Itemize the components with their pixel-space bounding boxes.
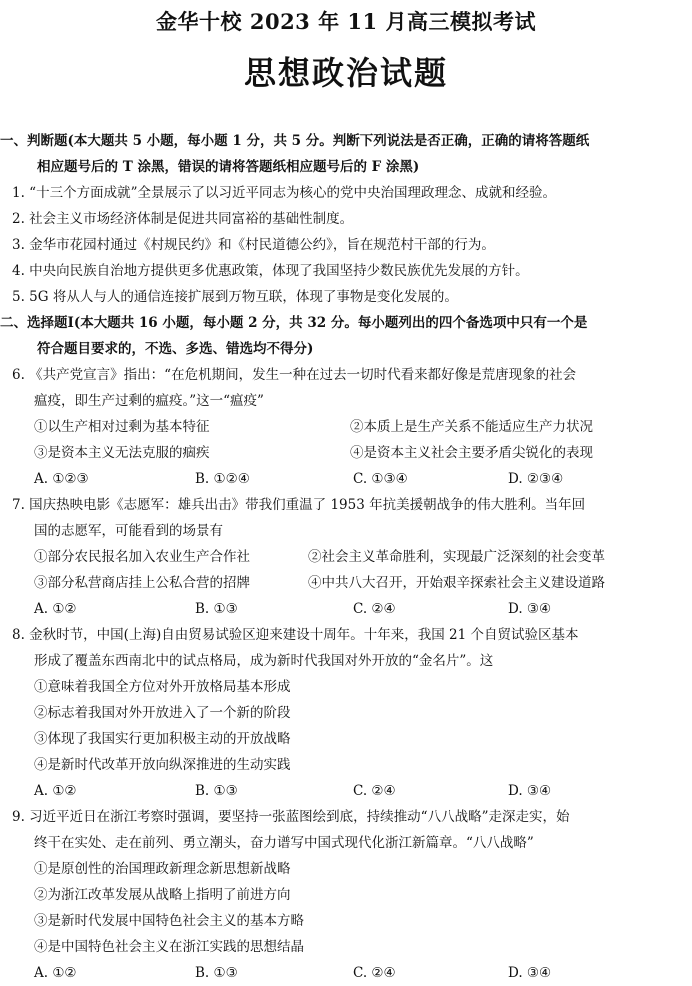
school-title: 金华十校 2023 年 11 月高三模拟考试 <box>156 9 536 34</box>
q8-statement-2: ②标志着我国对外开放进入了一个新的阶段 <box>34 705 291 721</box>
q6-option-c: C. ①③④ <box>353 471 408 487</box>
q8-option-d: D. ③④ <box>508 783 552 799</box>
section1-heading-cont: 相应题号后的 T 涂黑，错误的请将答题纸相应题号后的 F 涂黑) <box>37 159 420 175</box>
q8-statement-4: ④是新时代改革开放向纵深推进的生动实践 <box>34 757 291 773</box>
q9-statement-2: ②为浙江改革发展从战略上指明了前进方向 <box>34 887 291 903</box>
q7-options <box>0 596 692 622</box>
q7-statement-3: ③部分私营商店挂上公私合营的招牌 <box>34 575 250 591</box>
q6-statements-row1 <box>0 414 692 440</box>
section1-heading: 一、判断题(本大题共 5 小题，每小题 1 分，共 5 分。判断下列说法是否正确，正确的请将答题纸 <box>0 133 590 149</box>
q8-options <box>0 778 692 804</box>
q9-option-b: B. ①③ <box>195 965 238 981</box>
q6-option-a: A. ①②③ <box>34 471 89 487</box>
q7-stem-cont: 国的志愿军，可能看到的场景有 <box>34 523 223 539</box>
q9-stem-cont: 终干在实处、走在前列、勇立潮头，奋力谱写中国式现代化浙江新篇章。“八八战略” <box>34 835 534 851</box>
q6-option-b: B. ①②④ <box>195 471 250 487</box>
q8-option-b: B. ①③ <box>195 783 238 799</box>
q6-statement-2: ②本质上是生产关系不能适应生产力状况 <box>350 419 593 435</box>
q7-option-a: A. ①② <box>34 601 77 617</box>
q7-statements-row2 <box>0 570 692 596</box>
q7-statement-1: ①部分农民报名加入农业生产合作社 <box>34 549 250 565</box>
judge-item-4: 4. 中央向民族自治地方提供更多优惠政策，体现了我国坚持少数民族优先发展的方针。 <box>12 263 529 279</box>
judge-item-2: 2. 社会主义市场经济体制是促进共同富裕的基础性制度。 <box>12 211 354 227</box>
judge-item-3: 3. 金华市花园村通过《村规民约》和《村民道德公约》，旨在规范村干部的行为。 <box>12 237 495 253</box>
q6-option-d: D. ②③④ <box>508 471 564 487</box>
q9-options <box>0 960 692 986</box>
q6-options <box>0 466 692 492</box>
q6-stem: 6. 《共产党宣言》指出：“在危机期间，发生一种在过去一切时代看来都好像是荒唐现象的社会 <box>12 367 577 383</box>
q9-statement-3: ③是新时代发展中国特色社会主义的基本方略 <box>34 913 304 929</box>
q7-statement-2: ②社会主义革命胜利，实现最广泛深刻的社会变革 <box>308 549 605 565</box>
q7-option-c: C. ②④ <box>353 601 396 617</box>
q8-option-a: A. ①② <box>34 783 77 799</box>
q8-stem-cont: 形成了覆盖东西南北中的试点格局，成为新时代我国对外开放的“金名片”。这 <box>34 653 494 669</box>
q7-option-d: D. ③④ <box>508 601 552 617</box>
q9-statement-4: ④是中国特色社会主义在浙江实践的思想结晶 <box>34 939 304 955</box>
section2-heading-cont: 符合题目要求的，不选、多选、错选均不得分) <box>37 341 314 357</box>
subject-title: 思想政治试题 <box>243 54 448 92</box>
q9-option-d: D. ③④ <box>508 965 552 981</box>
q7-stem: 7. 国庆热映电影《志愿军：雄兵出击》带我们重温了 1953 年抗美援朝战争的伟大胜利。当年回 <box>12 497 586 513</box>
q6-stem-cont: 瘟疫，即生产过剩的瘟疫。”这一“瘟疫” <box>34 393 264 409</box>
judge-item-5: 5. 5G 将从人与人的通信连接扩展到万物互联，体现了事物是变化发展的。 <box>12 289 458 305</box>
judge-item-1: 1. “十三个方面成就”全景展示了以习近平同志为核心的党中央治国理政理念、成就和经验。 <box>12 185 556 201</box>
q9-stem: 9. 习近平近日在浙江考察时强调，要坚持一张蓝图绘到底，持续推动“八八战略”走深走实，始 <box>12 809 570 825</box>
section2-heading: 二、选择题Ⅰ(本大题共 16 小题，每小题 2 分，共 32 分。每小题列出的四个备选项中只有一个是 <box>0 315 588 331</box>
q7-option-b: B. ①③ <box>195 601 238 617</box>
q6-statement-3: ③是资本主义无法克服的痼疾 <box>34 445 210 461</box>
q9-option-a: A. ①② <box>34 965 77 981</box>
q9-statement-1: ①是原创性的治国理政新理念新思想新战略 <box>34 861 291 877</box>
q9-option-c: C. ②④ <box>353 965 396 981</box>
q8-stem: 8. 金秋时节，中国(上海)自由贸易试验区迎来建设十周年。十年来，我国 21 个自贸试验区基本 <box>12 627 579 643</box>
q8-option-c: C. ②④ <box>353 783 396 799</box>
q7-statements-row1 <box>0 544 692 570</box>
q6-statement-4: ④是资本主义社会主要矛盾尖锐化的表现 <box>350 445 593 461</box>
q6-statement-1: ①以生产相对过剩为基本特征 <box>34 419 210 435</box>
q8-statement-3: ③体现了我国实行更加积极主动的开放战略 <box>34 731 291 747</box>
exam-content <box>0 128 692 986</box>
q7-statement-4: ④中共八大召开，开始艰辛探索社会主义建设道路 <box>308 575 605 591</box>
q8-statement-1: ①意味着我国全方位对外开放格局基本形成 <box>34 679 291 695</box>
q6-statements-row2 <box>0 440 692 466</box>
